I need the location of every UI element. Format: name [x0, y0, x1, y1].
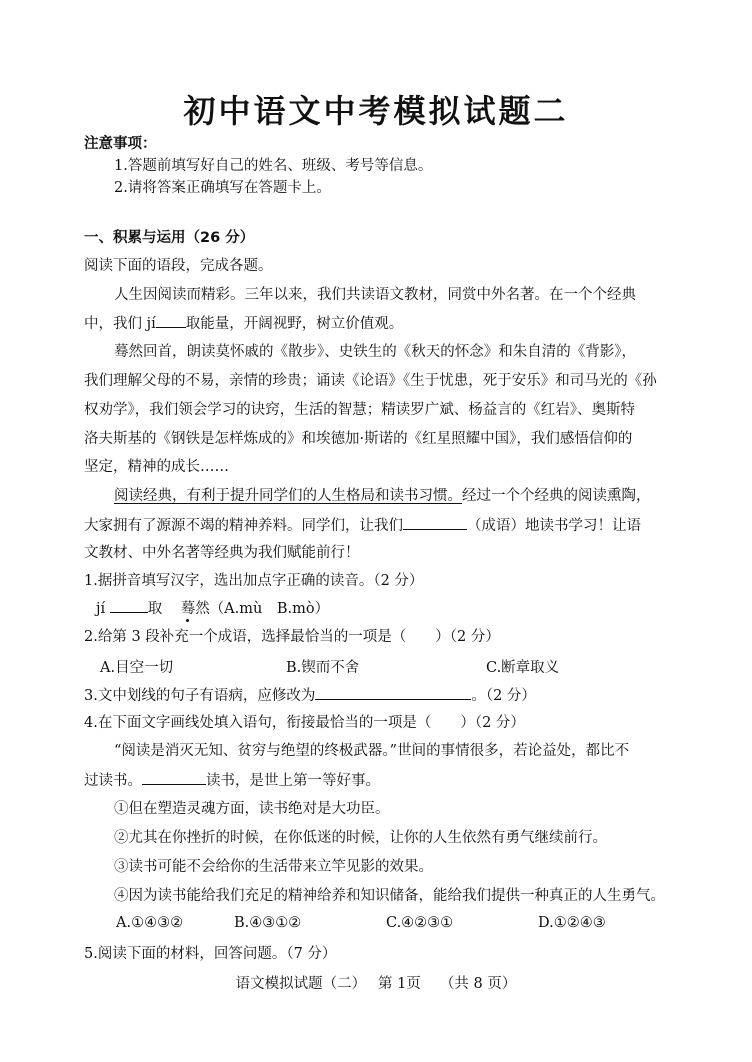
notice-item: 2.请将答案正确填写在答题卡上。 — [114, 180, 331, 196]
question-text: 然（A.mù B.mò） — [195, 601, 330, 617]
fill-blank — [403, 515, 467, 530]
option-a: A.目空一切 — [100, 660, 174, 676]
pinyin: jí — [96, 601, 106, 617]
option-a: A.①④③② — [116, 915, 184, 931]
question-text: 3.文中划线的句子有语病，应修改为 — [84, 688, 316, 704]
passage-text: 经过一个个经典的阅读熏陶， — [462, 488, 651, 504]
passage-line: 我们理解父母的不易，亲情的珍贵；诵读《论语》《生于忧患，死于安乐》和司马光的《孙 — [84, 373, 657, 389]
notice-item: 1.答题前填写好自己的姓名、班级、考号等信息。 — [114, 158, 433, 174]
passage-line — [84, 515, 641, 536]
question-4-text — [84, 770, 380, 791]
question-2-stem: 2.给第 3 段补充一个成语，选择最恰当的一项是（ ）（2 分） — [84, 629, 500, 645]
passage-text: 中，我们 jí — [84, 316, 156, 332]
sentence-item: ①但在塑造灵魂方面，读书绝对是大功臣。 — [114, 801, 390, 817]
option-d: D.①②④③ — [538, 915, 606, 931]
fill-blank — [110, 598, 148, 613]
fill-blank — [142, 770, 206, 785]
question-text: 过读书。 — [84, 773, 142, 789]
question-1-stem: 1.据拼音填写汉字，选出加点字正确的读音。（2 分） — [84, 573, 424, 589]
question-text: 。（2 分） — [471, 688, 536, 704]
option-c: C.④②③① — [386, 915, 454, 931]
question-3-stem — [84, 685, 536, 706]
passage-line — [84, 313, 403, 334]
question-text: 读书，是世上第一等好事。 — [206, 773, 380, 789]
passage-text: 取能量，开阔视野，树立价值观。 — [185, 316, 404, 332]
sentence-item: ④因为读书能给我们充足的精神给养和知识储备，能给我们提供一种真正的人生勇气。 — [114, 888, 665, 904]
sentence-item: ③读书可能不会给你的生活带来立竿见影的效果。 — [114, 859, 433, 875]
passage-line: 人生因阅读而精彩。三年以来，我们共读语文教材，同赏中外名著。在一个个经典 — [114, 287, 636, 303]
dotted-character: 蓦 — [180, 601, 196, 617]
passage-line: 权劝学》，我们领会学习的诀窍，生活的智慧；精读罗广斌、杨益言的《红岩》、奥斯特 — [84, 402, 635, 418]
section-intro: 阅读下面的语段，完成各题。 — [84, 258, 273, 274]
section-heading: 一、积累与运用（26 分） — [84, 230, 255, 246]
passage-line — [114, 486, 651, 506]
passage-line: 洛夫斯基的《钢铁是怎样炼成的》和埃德加·斯诺的《红星照耀中国》，我们感悟信仰的 — [84, 431, 633, 447]
option-b: B.④③①② — [234, 915, 302, 931]
fill-blank — [156, 313, 186, 328]
notice-heading: 注意事项： — [84, 136, 157, 152]
option-b: B.锲而不舍 — [286, 660, 360, 676]
underlined-sentence: 阅读经典，有利于提升同学们的人生格局和读书习惯。 — [114, 488, 462, 504]
question-1-body — [96, 598, 329, 619]
question-5-stem: 5.阅读下面的材料，回答问题。（7 分） — [84, 946, 337, 962]
question-4-text: “阅读是消灭无知、贫穷与绝望的终极武器。”世间的事情很多，若论益处，都比不 — [114, 743, 630, 759]
sentence-item: ②尤其在你挫折的时候，在你低迷的时候，让你的人生依然有勇气继续前行。 — [114, 830, 607, 846]
passage-text: （成语）地读书学习！让语 — [467, 518, 641, 534]
fill-blank — [315, 685, 471, 700]
page-footer: 语文模拟试题（二） 第 1页 （共 8 页） — [235, 976, 517, 992]
question-4-stem: 4.在下面文字画线处填入语句，衔接最恰当的一项是（ ）（2 分） — [84, 715, 525, 731]
passage-line: 蓦然回首，朗读莫怀戚的《散步》、史铁生的《秋天的怀念》和朱自清的《背影》， — [114, 344, 636, 360]
option-c: C.断章取义 — [486, 660, 560, 676]
question-text: 取 — [147, 601, 163, 617]
page-title: 初中语文中考模拟试题二 — [183, 92, 569, 130]
passage-line: 文教材、中外名著等经典为我们赋能前行！ — [84, 545, 360, 561]
passage-text: 大家拥有了源源不竭的精神养料。同学们，让我们 — [84, 518, 403, 534]
passage-line: 坚定，精神的成长…… — [84, 459, 229, 475]
